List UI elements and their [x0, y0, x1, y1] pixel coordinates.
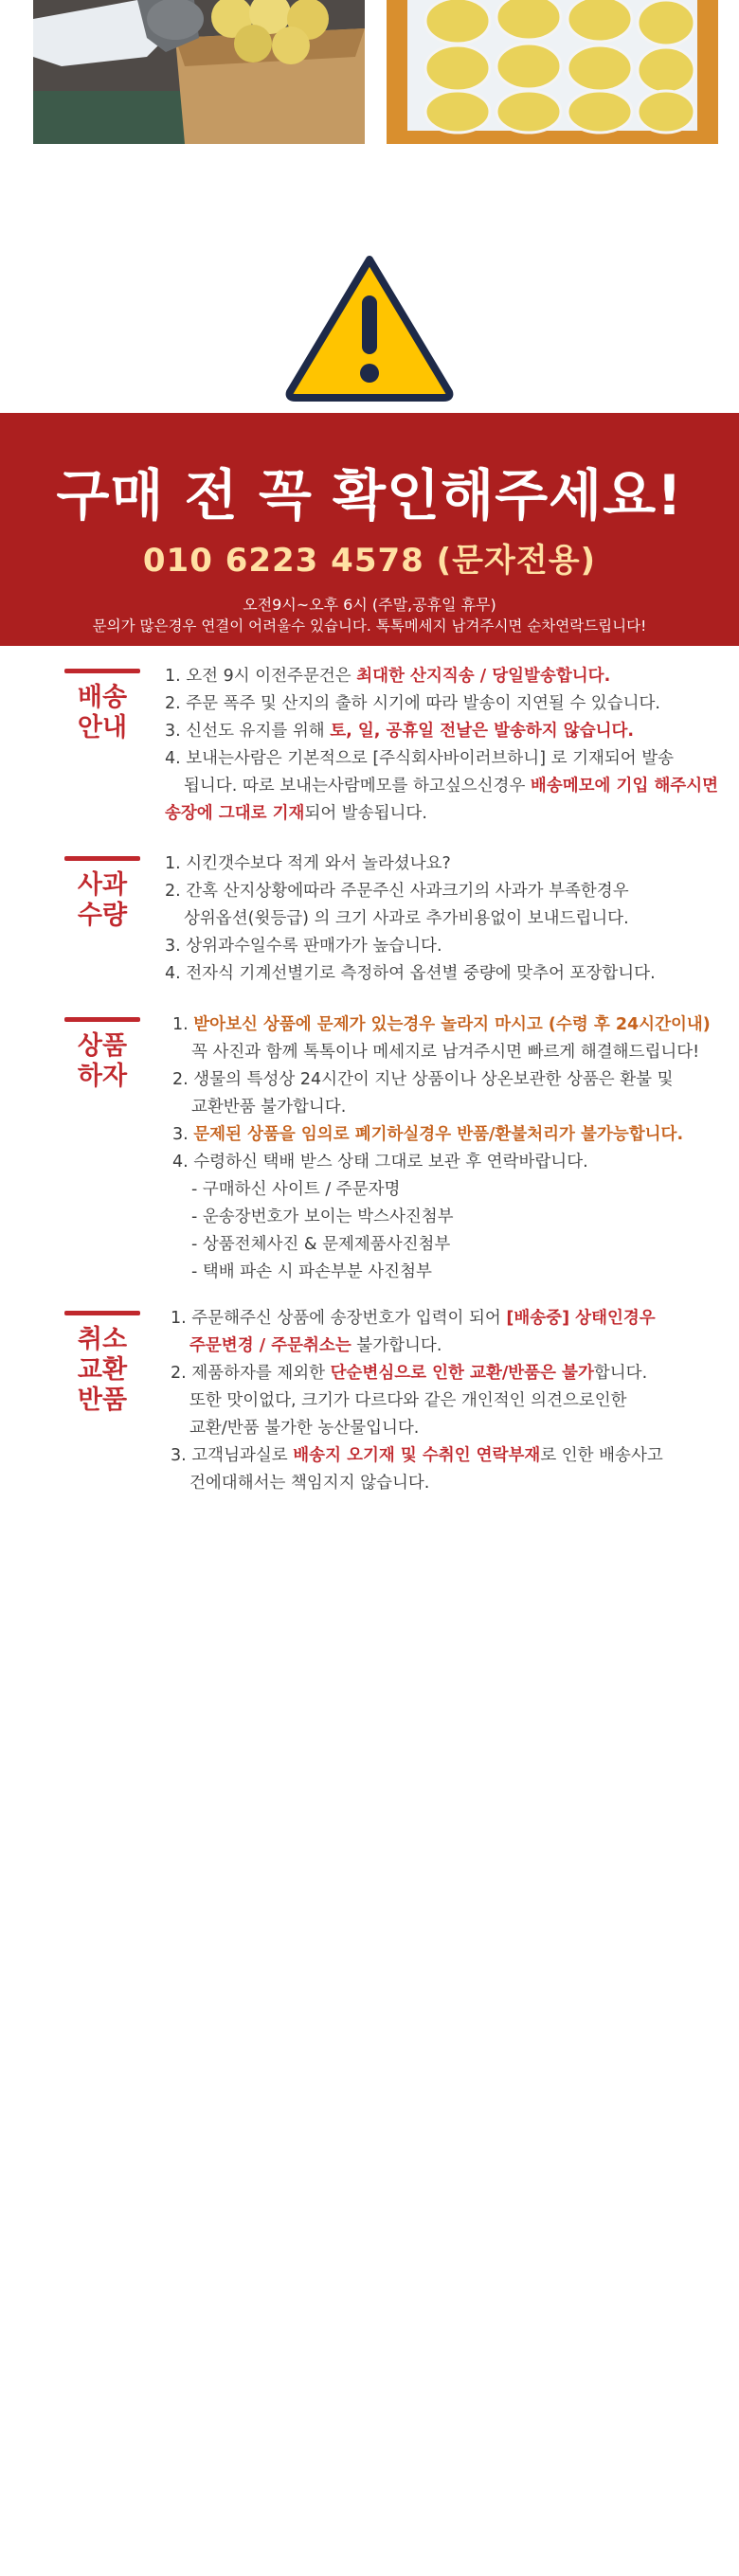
label-line: 배송 — [77, 683, 128, 712]
info-line: 3. 고객님과실로 배송지 오기재 및 수취인 연락부재로 인한 배송사고 — [171, 1446, 663, 1465]
label-line: 수량 — [77, 901, 128, 930]
info-line: 1. 시킨갯수보다 적게 와서 놀라셨나요? — [165, 854, 451, 873]
label-line: 반품 — [77, 1386, 128, 1415]
info-line: 교환/반품 불가한 농산물입니다. — [189, 1419, 420, 1438]
info-line: - 구매하신 사이트 / 주문자명 — [191, 1180, 401, 1199]
product-defect-label — [64, 1017, 140, 1092]
delivery-info-body — [165, 663, 733, 828]
info-line: - 운송장번호가 보이는 박스사진첨부 — [191, 1208, 454, 1226]
info-line: 됩니다. 따로 보내는사람메모를 하고싶으신경우 배송메모에 기입 해주시면 — [184, 777, 719, 796]
label-line: 교환 — [77, 1355, 128, 1385]
info-line: 3. 신선도 유지를 위해 토, 일, 공휴일 전날은 발송하지 않습니다. — [165, 722, 635, 741]
label-line: 사과 — [77, 870, 128, 900]
delivery-info-label — [64, 669, 140, 743]
label-line: 상품 — [77, 1031, 128, 1061]
info-line: - 상품전체사진 & 문제제품사진첨부 — [191, 1235, 451, 1254]
info-line: 주문변경 / 주문취소는 불가합니다. — [189, 1336, 442, 1355]
info-line: 3. 문제된 상품을 임의로 폐기하실경우 반품/환불처리가 불가능합니다. — [172, 1125, 684, 1144]
section-divider — [64, 856, 140, 861]
info-line: 또한 맛이없다, 크기가 다르다와 같은 개인적인 의견으로인한 — [189, 1391, 627, 1410]
contact-note: 문의가 많은경우 연결이 어려울수 있습니다. 톡톡메세지 남겨주시면 순차연락드립니다! — [92, 617, 647, 635]
product-photos — [0, 0, 739, 144]
warning-triangle-icon — [284, 254, 455, 402]
info-line: 2. 간혹 산지상황에따라 주문주신 사과크기의 사과가 부족한경우 — [165, 882, 629, 901]
apple-quantity-label — [64, 856, 140, 931]
info-line: 1. 주문해주신 상품에 송장번호가 입력이 되어 [배송중] 상태인경우 — [171, 1309, 656, 1328]
notice-banner — [0, 413, 739, 646]
info-line: 2. 주문 폭주 및 산지의 출하 시기에 따라 발송이 지연될 수 있습니다. — [165, 694, 660, 713]
apple-quantity-body — [165, 850, 733, 988]
info-line: - 택배 파손 시 파손부분 사진첨부 — [191, 1262, 432, 1281]
label-line: 취소 — [77, 1325, 128, 1354]
hands-packing-apples-photo — [33, 0, 365, 144]
info-line: 송장에 그대로 기재되어 발송됩니다. — [165, 804, 427, 823]
info-line: 4. 수령하신 택배 받스 상태 그대로 보관 후 연락바랍니다. — [172, 1153, 588, 1172]
info-line: 2. 생물의 특성상 24시간이 지난 상품이나 상온보관한 상품은 환불 및 — [172, 1070, 674, 1089]
info-line: 교환반품 불가합니다. — [191, 1098, 347, 1117]
info-line: 상위옵션(윗등급) 의 크기 사과로 추가비용없이 보내드립니다. — [184, 909, 629, 928]
product-defect-body — [172, 1011, 739, 1286]
info-line: 1. 오전 9시 이전주문건은 최대한 산지직송 / 당일발송합니다. — [165, 667, 611, 686]
business-hours: 오전9시~오후 6시 (주말,공휴일 휴무) — [243, 596, 496, 614]
info-line: 2. 제품하자를 제외한 단순변심으로 인한 교환/반품은 불가합니다. — [171, 1364, 648, 1383]
cancel-exchange-return-label — [64, 1311, 140, 1416]
apples-in-box-photo — [387, 0, 718, 144]
section-divider — [64, 1017, 140, 1022]
contact-phone: 010 6223 4578 (문자전용) — [142, 542, 597, 580]
label-line: 하자 — [77, 1062, 128, 1091]
cancel-exchange-return-body — [171, 1305, 739, 1497]
label-line: 안내 — [77, 713, 128, 742]
info-line: 3. 상위과수일수록 판매가가 높습니다. — [165, 937, 442, 956]
info-line: 꼭 사진과 함께 톡톡이나 메세지로 남겨주시면 빠르게 해결해드립니다! — [191, 1043, 700, 1062]
section-divider — [64, 1311, 140, 1315]
section-divider — [64, 669, 140, 673]
info-line: 1. 받아보신 상품에 문제가 있는경우 놀라지 마시고 (수령 후 24시간이내) — [172, 1015, 711, 1034]
info-line: 건에대해서는 책임지지 않습니다. — [189, 1474, 430, 1493]
info-line: 4. 보내는사람은 기본적으로 [주식회사바이러브하니] 로 기재되어 발송 — [165, 749, 675, 768]
banner-title: 구매 전 꼭 확인해주세요! — [56, 463, 683, 528]
info-line: 4. 전자식 기계선별기로 측정하여 옵션별 중량에 맞추어 포장합니다. — [165, 964, 656, 983]
